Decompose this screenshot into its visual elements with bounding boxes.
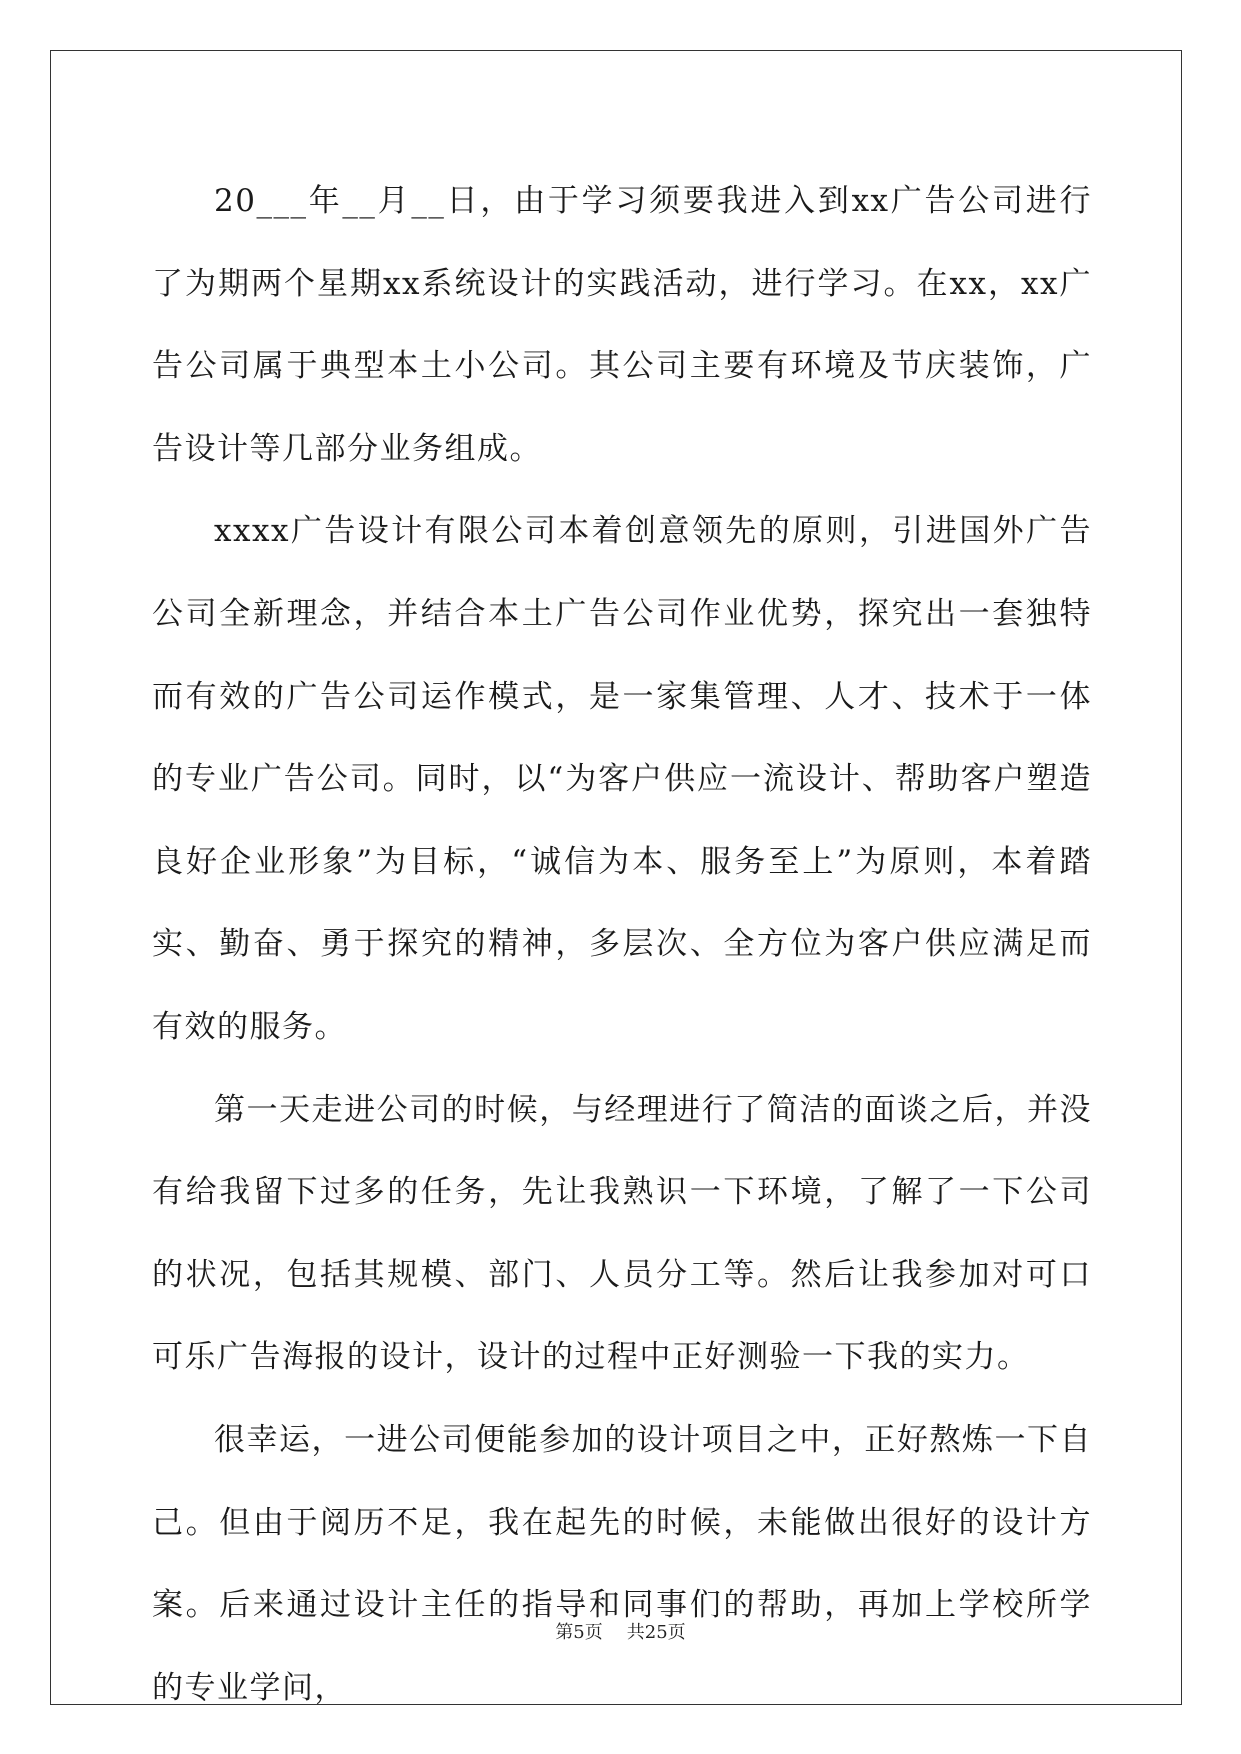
paragraph: 20___年__月__日，由于学习须要我进入到xx广告公司进行了为期两个星期xx系统设计的实践活动，进行学习。在xx，xx广告公司属于典型本土小公司。其公司主要有环境及节庆装饰，广告设计等几部分业务组成。: [152, 183, 1092, 467]
paragraph: 很幸运，一进公司便能参加的设计项目之中，正好熬炼一下自己。但由于阅历不足，我在起先的时候，未能做出很好的设计方案。后来通过设计主任的指导和同事们的帮助，再加上学校所学的专业学问，: [152, 1421, 1092, 1706]
total-pages: 共25页: [626, 1622, 686, 1643]
paragraph: xxxx广告设计有限公司本着创意领先的原则，引进国外广告公司全新理念，并结合本土广告公司作业优势，探究出一套独特而有效的广告公司运作模式，是一家集管理、人才、技术于一体的专业广告公司。同时，以“为客户供应一流设计、帮助客户塑造良好企业形象”为目标，“诚信为本、服务至上”为原则，本着踏实、勤奋、勇于探究的精神，多层次、全方位为客户供应满足而有效的服务。: [152, 513, 1092, 1045]
page-footer: [0, 1618, 1241, 1644]
paragraph: 第一天走进公司的时候，与经理进行了简洁的面谈之后，并没有给我留下过多的任务，先让我熟识一下环境，了解了一下公司的状况，包括其规模、部门、人员分工等。然后让我参加对可口可乐广告海报的设计，设计的过程中正好测验一下我的实力。: [152, 1091, 1092, 1376]
current-page-number: 第5页: [555, 1622, 603, 1643]
document-body: [152, 160, 1092, 1729]
